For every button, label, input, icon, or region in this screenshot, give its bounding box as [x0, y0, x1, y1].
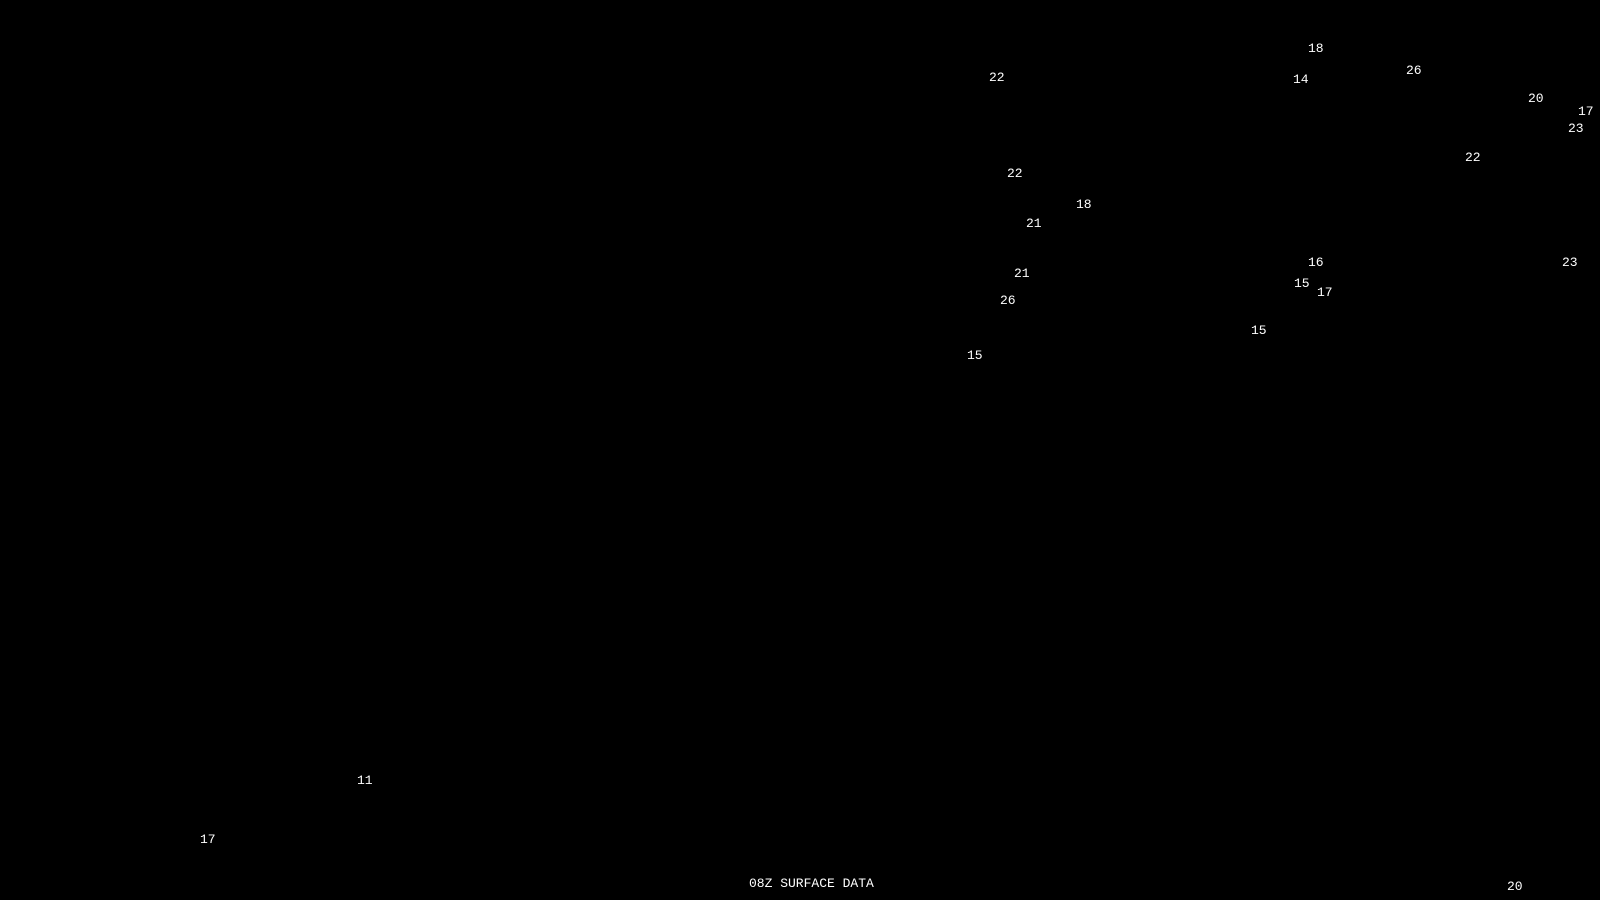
plot-title: 08Z SURFACE DATA [749, 876, 874, 891]
station-temperature-value: 23 [1562, 255, 1578, 270]
station-temperature-value: 15 [1251, 323, 1267, 338]
station-temperature-value: 21 [1014, 266, 1030, 281]
station-temperature-value: 26 [1406, 63, 1422, 78]
station-temperature-value: 20 [1507, 879, 1523, 894]
station-temperature-value: 18 [1308, 41, 1324, 56]
station-temperature-value: 22 [1007, 166, 1023, 181]
station-temperature-value: 14 [1293, 72, 1309, 87]
station-temperature-value: 15 [967, 348, 983, 363]
station-temperature-value: 15 [1294, 276, 1310, 291]
station-temperature-value: 17 [1317, 285, 1333, 300]
station-temperature-value: 22 [1465, 150, 1481, 165]
station-temperature-value: 26 [1000, 293, 1016, 308]
station-temperature-value: 21 [1026, 216, 1042, 231]
station-temperature-value: 23 [1568, 121, 1584, 136]
station-temperature-value: 18 [1076, 197, 1092, 212]
station-temperature-value: 16 [1308, 255, 1324, 270]
station-temperature-value: 11 [357, 773, 373, 788]
station-temperature-value: 17 [1578, 104, 1594, 119]
station-temperature-value: 20 [1528, 91, 1544, 106]
station-temperature-value: 22 [989, 70, 1005, 85]
station-temperature-value: 17 [200, 832, 216, 847]
